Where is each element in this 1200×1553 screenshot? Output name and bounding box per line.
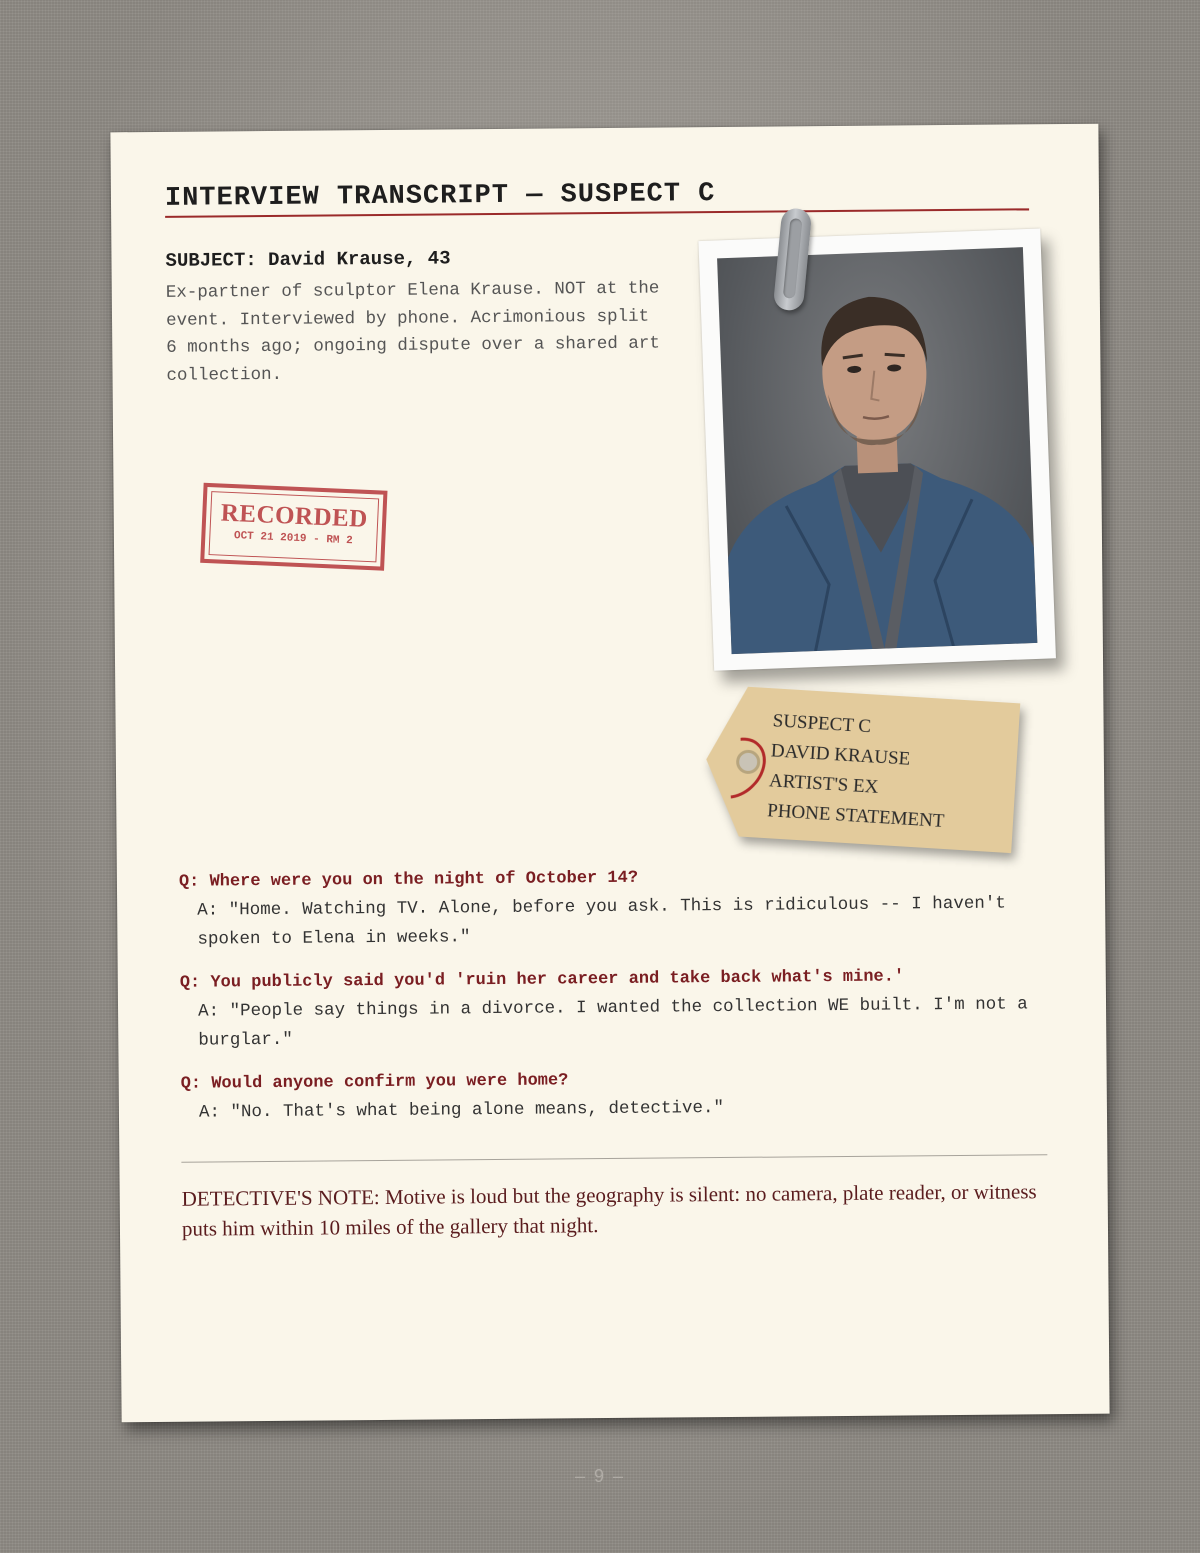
- question-3: Q: Would anyone confirm you were home?: [180, 1071, 569, 1094]
- tag-text: [766, 706, 1011, 840]
- tag-line-4: PHONE STATEMENT: [766, 800, 945, 832]
- recorded-stamp: [200, 483, 387, 571]
- answer-1: A: "Home. Watching TV. Alone, before you ask. This is ridiculous -- I haven't spoken to Elena in weeks.": [197, 893, 1006, 950]
- page-number: – 9 –: [574, 1466, 626, 1486]
- page-title: INTERVIEW TRANSCRIPT — SUSPECT C: [164, 179, 716, 214]
- portrait-illustration: [717, 247, 1037, 654]
- note-divider: [181, 1154, 1047, 1163]
- interview-qa: [179, 860, 1061, 1142]
- subject-bio: Ex-partner of sculptor Elena Krause. NOT at the event. Interviewed by phone. Acrimonious split 6 months ago; ongoing dispute over a shared art collection.: [165, 278, 660, 386]
- answer-3: A: "No. That's what being alone means, detective.": [198, 1098, 725, 1123]
- detective-note: DETECTIVE'S NOTE: Motive is loud but the geography is silent: no camera, plate reader, or witness puts him within 10 miles of the gallery that night.: [181, 1179, 1037, 1241]
- subject-label: SUBJECT: David Krause, 43: [165, 247, 451, 272]
- suspect-photo: [698, 229, 1056, 671]
- question-2: Q: You publicly said you'd 'ruin her career and take back what's mine.': [179, 967, 905, 993]
- stamp-sub-text: OCT 21 2019 - RM 2: [233, 530, 353, 548]
- question-1: Q: Where were you on the night of October 14?: [178, 868, 639, 892]
- stamp-main-text: RECORDED: [220, 499, 369, 533]
- tag-line-1: SUSPECT C: [772, 710, 872, 738]
- answer-2: A: "People say things in a divorce. I wanted the collection WE built. I'm not a burglar.": [197, 994, 1028, 1051]
- transcript-page: [110, 124, 1109, 1423]
- tag-line-3: ARTIST'S EX: [768, 770, 879, 798]
- suspect-portrait: [717, 247, 1037, 654]
- tag-line-2: DAVID KRAUSE: [770, 740, 911, 770]
- evidence-tag: [702, 684, 1021, 853]
